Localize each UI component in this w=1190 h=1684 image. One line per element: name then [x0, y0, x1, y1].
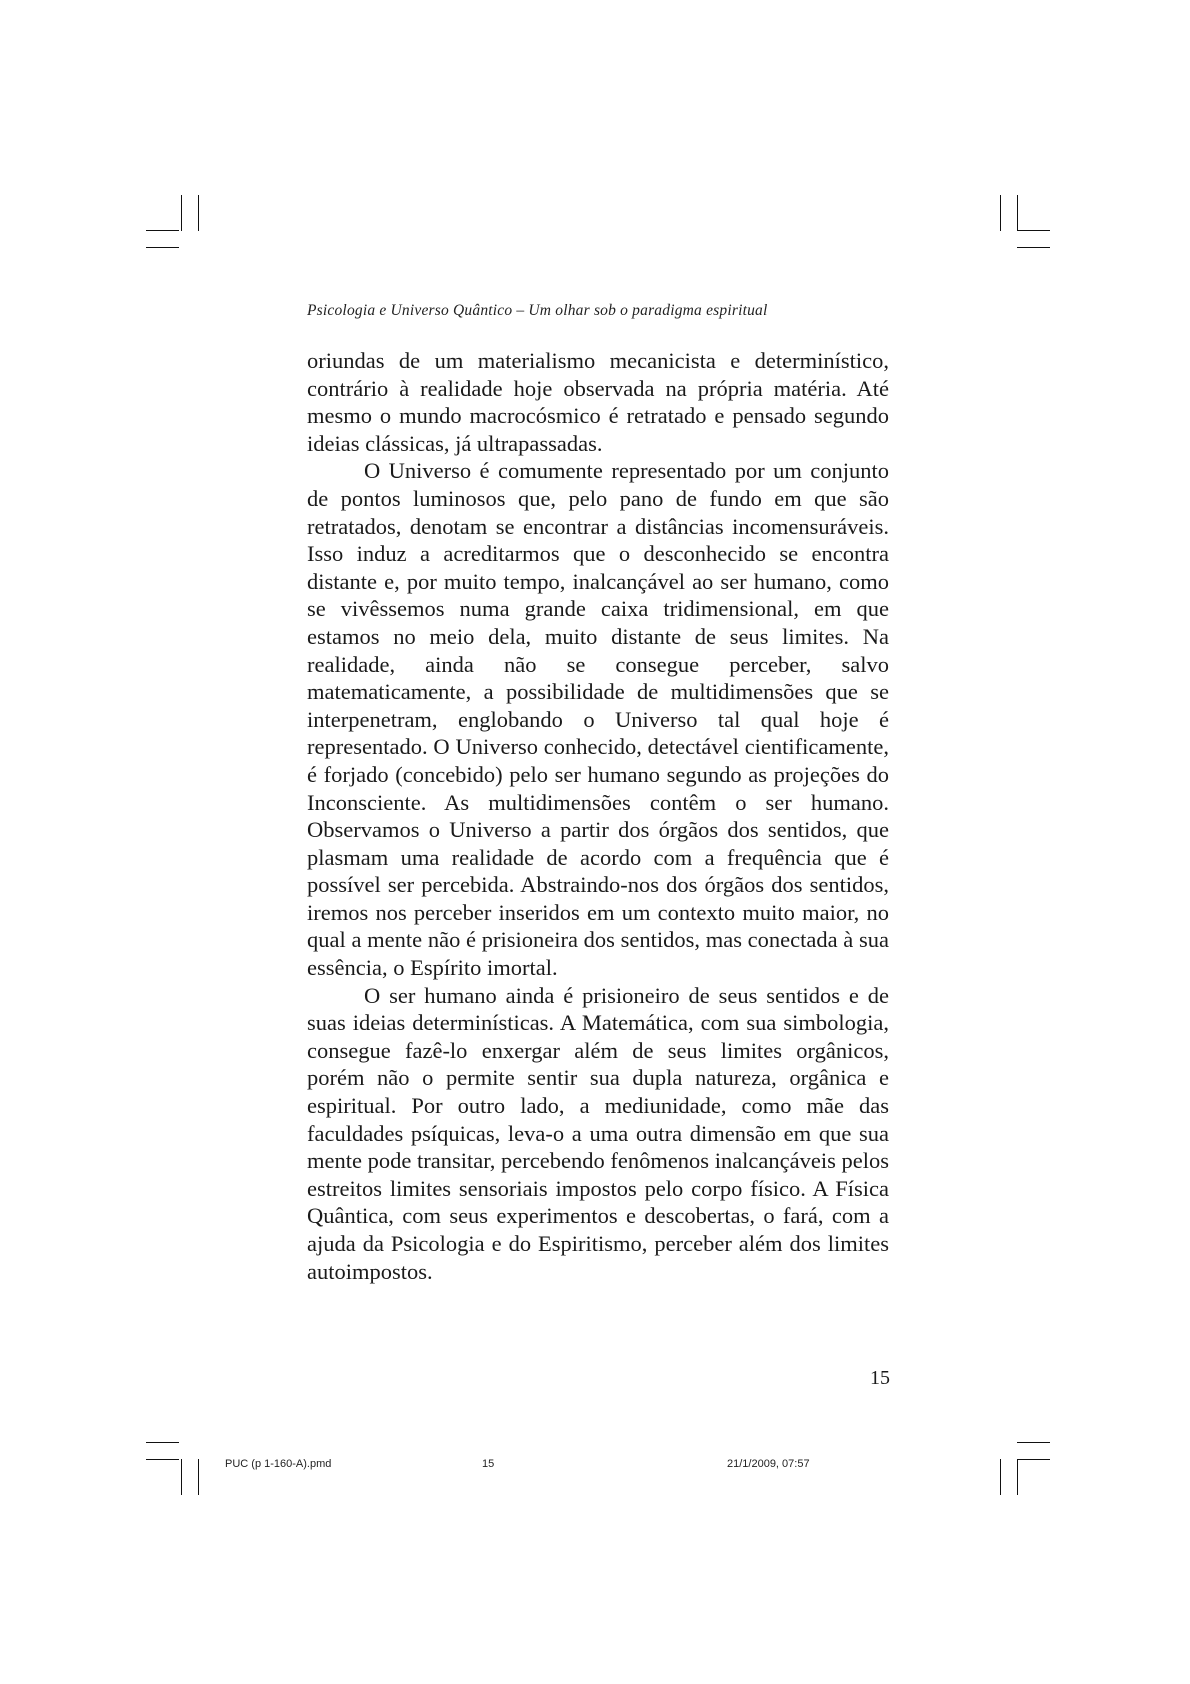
crop-mark-top-left-v2: [198, 195, 199, 231]
crop-mark-top-right-v1: [1000, 195, 1001, 231]
slug-datetime: 21/1/2009, 07:57: [727, 1458, 810, 1470]
slug-page-number: 15: [482, 1458, 495, 1470]
crop-mark-bottom-left-h1: [146, 1442, 179, 1443]
crop-mark-top-right-h1: [1017, 230, 1050, 231]
crop-mark-top-left-h1: [146, 230, 179, 231]
crop-mark-top-right-h2: [1017, 247, 1050, 248]
crop-mark-top-left-h2: [146, 247, 179, 248]
slug-file-name: PUC (p 1-160-A).pmd: [225, 1458, 332, 1470]
running-head: Psicologia e Universo Quântico – Um olhar sob o paradigma espiritual: [307, 302, 768, 319]
crop-mark-bottom-left-v1: [181, 1459, 182, 1495]
crop-mark-bottom-left-v2: [198, 1459, 199, 1495]
crop-mark-bottom-right-v1: [1000, 1459, 1001, 1495]
paragraph-1: oriundas de um materialismo mecanicista e determinístico, contrário à realidade hoje observada na própria matéria. Até mesmo o mundo macrocósmico é retratado e pensado segundo ideias clássicas, já ultrapassadas.: [307, 348, 889, 456]
crop-mark-bottom-right-h2: [1017, 1459, 1050, 1460]
paragraph-2: O Universo é comumente representado por um conjunto de pontos luminosos que, pelo pano de fundo em que são retratados, denotam se encontrar a distâncias incomensuráveis. Isso induz a acreditarmos que o desconhecido se encontra distante e, por muito tempo, inalcançável ao ser humano, como se vivêssemos numa grande caixa tridimensional, em que estamos no meio dela, muito distante de seus limites. Na realidade, ainda não se consegue perceber, salvo matematicamente, a possibilidade de multidimensões que se interpenetram, englobando o Universo tal qual hoje é representado. O Universo conhecido, detectável cientificamente, é forjado (concebido) pelo ser humano segundo as projeções do Inconsciente. As multidimensões contêm o ser humano. Observamos o Universo a partir dos órgãos dos sentidos, que plasmam uma realidade de acordo com a frequência que é possível ser percebida. Abstraindo-nos dos órgãos dos sentidos, iremos nos perceber inseridos em um contexto muito maior, no qual a mente não é prisioneira dos sentidos, mas conectada à sua essência, o Espírito imortal.: [307, 458, 889, 981]
page-number: 15: [870, 1367, 890, 1389]
crop-mark-bottom-right-h1: [1017, 1442, 1050, 1443]
crop-mark-top-right-v2: [1017, 195, 1018, 231]
body-text: [307, 347, 889, 1285]
crop-mark-top-left-v1: [181, 195, 182, 231]
crop-mark-bottom-left-h2: [146, 1459, 179, 1460]
paragraph-3: O ser humano ainda é prisioneiro de seus sentidos e de suas ideias determinísticas. A Matemática, com sua simbologia, consegue fazê-lo enxergar além de seus limites orgânicos, porém não o permite sentir sua dupla natureza, orgânica e espiritual. Por outro lado, a mediunidade, como mãe das faculdades psíquicas, leva-o a uma outra dimensão em que sua mente pode transitar, percebendo fenômenos inalcançáveis pelos estreitos limites sensoriais impostos pelo corpo físico. A Física Quântica, com seus experimentos e descobertas, o fará, com a ajuda da Psicologia e do Espiritismo, perceber além dos limites autoimpostos.: [307, 982, 889, 1284]
crop-mark-bottom-right-v2: [1017, 1459, 1018, 1495]
